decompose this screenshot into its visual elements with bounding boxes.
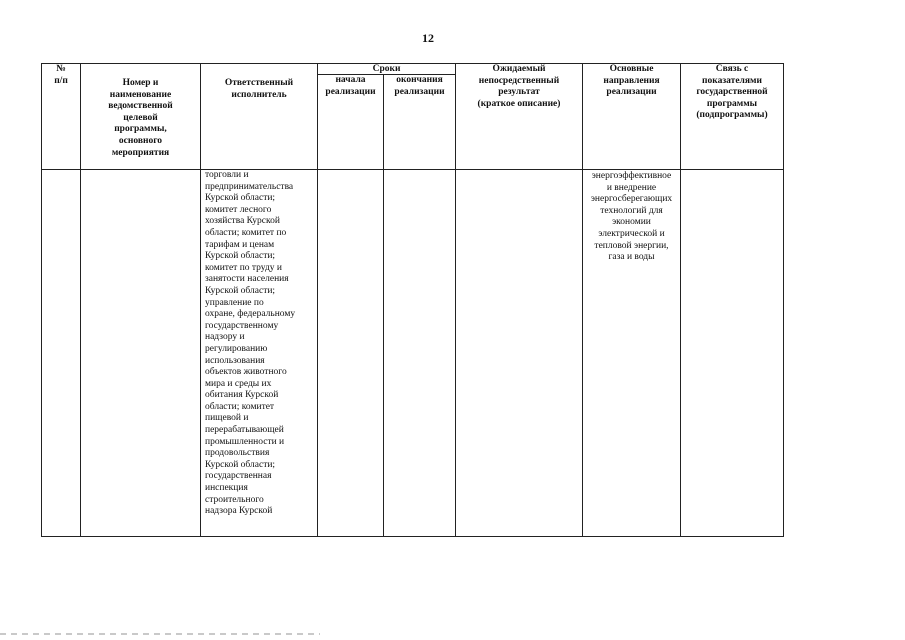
header-result: [456, 64, 583, 170]
cell-program: [81, 170, 201, 537]
header-executor-label: Ответственный исполнитель: [224, 78, 294, 100]
page-number: 12: [422, 31, 434, 45]
table-row: [42, 170, 784, 537]
cell-result: [456, 170, 583, 537]
cell-directions-text: энергоэффективное и внедрение энергосберегающих технологий для экономии электрической и тепловой энергии, газа и воды: [590, 171, 673, 263]
header-executor: [201, 64, 318, 170]
header-number: [42, 64, 81, 170]
cell-link: [681, 170, 784, 537]
header-program: [81, 64, 201, 170]
cell-executor-text: торговли и предпринимательства Курской области; комитет лесного хозяйства Курской области; комитет по тарифам и ценам Курской области; комитет по труду и занятости населения Курской области; управление по охране, федеральному государственному надзору и регулированию использования объектов животного мира и среды их обитания Курской области; комитет пищевой и перерабатывающей промышленности и продовольствия Курской области; государственная инспекция строительного надзора Курской: [205, 170, 296, 517]
header-terms-label: Сроки: [372, 64, 401, 74]
header-result-label: Ожидаемый непосредственный результат (краткое описание): [477, 64, 561, 109]
header-term-end: [384, 75, 456, 170]
cell-number: [42, 170, 81, 537]
header-term-start: [318, 75, 384, 170]
header-terms: [318, 64, 456, 75]
cell-executor: [201, 170, 318, 537]
program-table: [41, 63, 784, 537]
cell-term-end: [384, 170, 456, 537]
cell-directions: [583, 170, 681, 537]
header-link-label: Связь с показателями государственной программы (подпрограммы): [696, 64, 768, 121]
header-directions: [583, 64, 681, 170]
scan-artifact: [0, 633, 320, 635]
header-link: [681, 64, 784, 170]
header-number-label: № п/п: [54, 64, 68, 86]
header-program-label: Номер и наименование ведомственной целевой программы, основного мероприятия: [108, 78, 173, 158]
header-directions-label: Основные направления реализации: [603, 64, 660, 98]
header-term-end-label: окончания реализации: [394, 75, 445, 97]
header-term-start-label: начала реализации: [325, 75, 376, 97]
cell-term-start: [318, 170, 384, 537]
